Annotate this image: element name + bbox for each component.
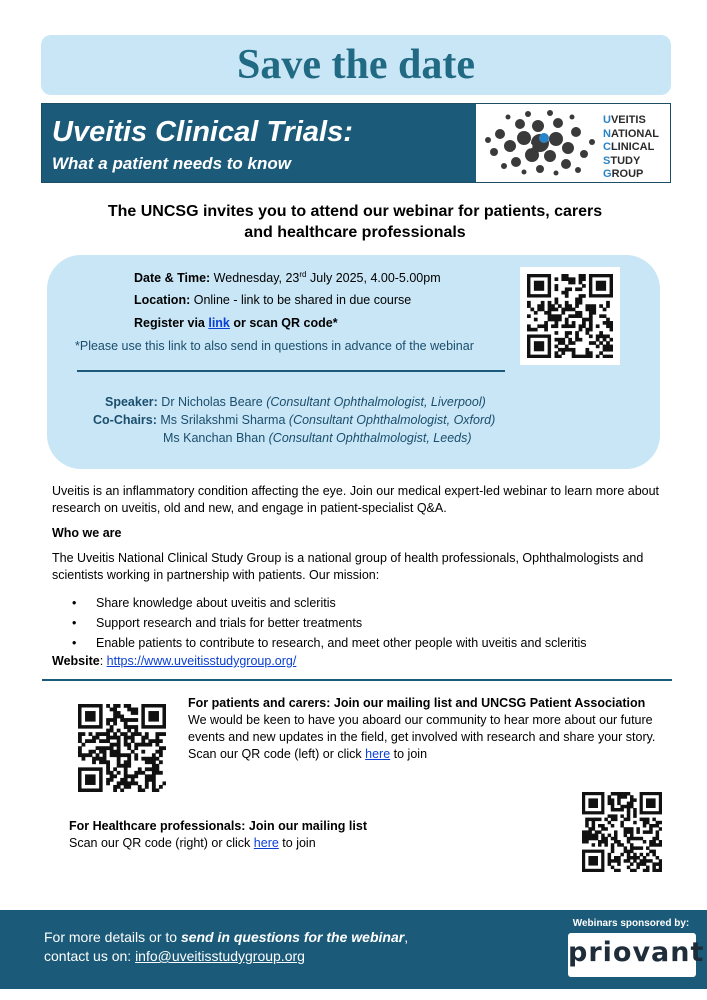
section-divider	[42, 679, 672, 681]
sponsor-name: priovant	[568, 937, 705, 968]
website-link[interactable]: https://www.uveitisstudygroup.org/	[106, 654, 297, 668]
speaker-line: Speaker: Dr Nicholas Beare (Consultant Ophthalmologist, Liverpool)	[105, 395, 486, 409]
who-we-are-paragraph: The Uveitis National Clinical Study Group is a national group of health professionals, Ophthalmologists and scientists working in partnership with patients. Our mission:	[52, 551, 644, 582]
event-register: Register via link or scan QR code*	[134, 316, 338, 330]
event-note: *Please use this link to also send in questions in advance of the webinar	[75, 339, 474, 353]
patients-text: We would be keen to have you aboard our community to hear more about our future events and new updates in the field, get involved with research and share your story.	[188, 713, 656, 744]
sponsor-logo	[568, 933, 705, 977]
who-we-are-heading: Who we are	[52, 526, 122, 540]
hcp-qr-code-icon[interactable]	[582, 792, 662, 872]
register-link[interactable]: link	[208, 316, 230, 330]
info-divider	[77, 370, 505, 372]
hcp-join-link[interactable]: here	[253, 836, 279, 850]
cochair-line-1: Co-Chairs: Ms Srilakshmi Sharma (Consultant Ophthalmologist, Oxford)	[93, 413, 496, 427]
sponsor-label: Webinars sponsored by:	[572, 918, 690, 929]
register-qr-code-icon[interactable]	[527, 274, 613, 358]
uncsg-logo-text: UVEITIS NATIONAL CLINICAL STUDY GROUP	[603, 114, 660, 180]
footer	[0, 910, 707, 989]
header-box	[41, 103, 671, 183]
mission-list	[72, 593, 587, 653]
event-info-box	[47, 255, 660, 469]
hcp-scan-line: Scan our QR code (right) or click here to join	[69, 836, 316, 850]
patients-join-link[interactable]: here	[365, 747, 391, 761]
website-line: Website: https://www.uveitisstudygroup.org/	[52, 654, 297, 668]
event-location: Location: Online - link to be shared in due course	[134, 293, 412, 307]
hcp-section	[69, 818, 367, 852]
contact-email-link[interactable]: info@uveitisstudygroup.org	[135, 948, 305, 964]
uncsg-logo-icon	[480, 108, 600, 178]
patients-section	[188, 695, 658, 763]
hcp-heading: For Healthcare professionals: Join our mailing list	[69, 819, 367, 833]
intro-paragraph: Uveitis is an inflammatory condition affecting the eye. Join our medical expert-led webinar to learn more about research on uveitis, old and new, and engage in patient-specialist Q&A.	[52, 484, 660, 515]
mission-item: • Share knowledge about uveitis and scleritis	[72, 593, 587, 613]
patients-qr-code-icon[interactable]	[78, 704, 166, 792]
save-the-date-banner	[41, 35, 671, 95]
cochair-line-2: Ms Kanchan Bhan (Consultant Ophthalmologist, Leeds)	[163, 431, 472, 445]
header-subtitle: What a patient needs to know	[52, 154, 291, 173]
patients-scan-line: Scan our QR code (left) or click here to join	[188, 747, 428, 761]
header-title: Uveitis Clinical Trials:	[52, 116, 353, 148]
footer-contact: For more details or to send in questions for the webinar, contact us on: info@uveitisstudygroup.org	[44, 929, 409, 964]
patients-heading: For patients and carers: Join our mailing list and UNCSG Patient Association	[188, 696, 646, 710]
mission-item: • Support research and trials for better treatments	[72, 613, 587, 633]
header-title-panel	[42, 104, 476, 182]
event-datetime: Date & Time: Wednesday, 23rd July 2025, 4.00-5.00pm	[134, 270, 441, 286]
banner-title: Save the date	[237, 42, 475, 88]
invitation-heading: The UNCSG invites you to attend our webinar for patients, carers and healthcare professionals	[107, 203, 603, 241]
mission-item: • Enable patients to contribute to research, and meet other people with uveitis and scleritis	[72, 633, 587, 653]
